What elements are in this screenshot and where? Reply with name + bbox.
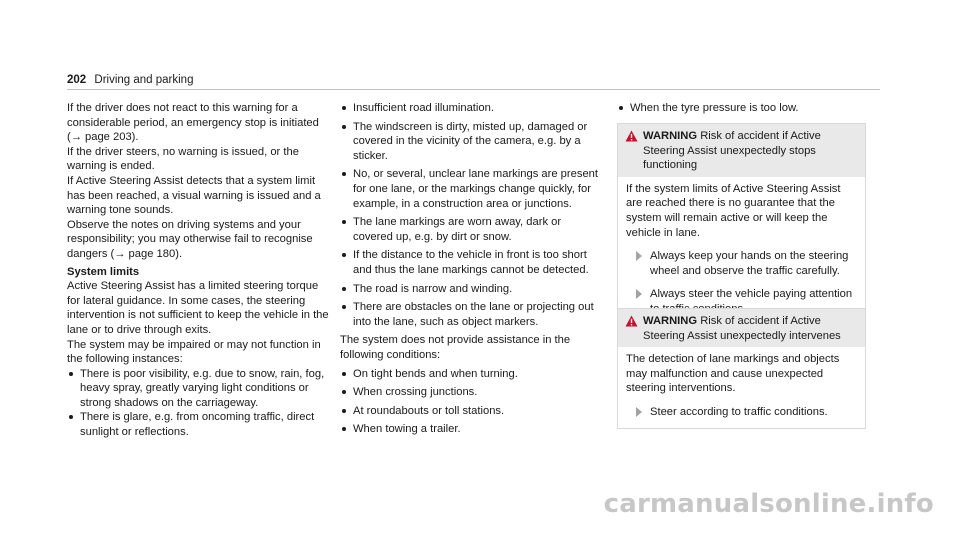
warning-header [618,309,865,347]
warning-body [618,347,865,427]
subheading-system-limits: System limits [67,265,140,278]
list-item: The lane markings are worn away, dark or covered up, e.g. by dirt or snow. [340,215,602,244]
list-item: The road is narrow and winding. [340,282,602,297]
paragraph-no-assistance: The system does not provide assistance in the following conditions: [340,334,571,361]
warning-triangle-icon [625,315,638,327]
paragraph-observe-notes: Observe the notes on driving systems and your responsibility; you may otherwise fail to recognise dangers (→ page 180). [67,218,313,260]
arrow-right-icon [636,251,642,261]
no-assistance-list [340,367,602,437]
warning-box-stops-functioning [617,123,866,326]
warning-label: WARNING [643,130,698,142]
paragraph-driver-steers: If the driver steers, no warning is issued, or the warning is ended. [67,145,299,173]
paragraph-system-limit-warning: If Active Steering Assist detects that a system limit has been reached, a visual warning is issued and a warning tone sounds. [67,174,321,217]
paragraph-limited-torque: Active Steering Assist has a limited steering torque for lateral guidance. In some cases, the steering intervention is not sufficient to keep the vehicle in the lane or to drive through exits. [67,280,329,336]
list-item: On tight bends and when turning. [340,367,602,382]
warning-label: WARNING [643,315,698,327]
list-item: Insufficient road illumination. [340,101,602,116]
step-text: Always keep your hands on the steering wheel and observe the traffic carefully. [650,250,849,277]
warning-triangle-icon [625,130,638,142]
paragraph-impaired-instances: The system may be impaired or may not function in the following instances: [67,338,321,366]
limits-list [67,367,329,440]
list-item: The windscreen is dirty, misted up, damaged or covered in the vicinity of the camera, e.g. by a sticker. [340,120,602,164]
list-item: There is poor visibility, e.g. due to snow, rain, fog, heavy spray, greatly varying light conditions or strong shadows on the carriageway. [67,367,329,411]
warning-text: If the system limits of Active Steering Assist are reached there is no guarantee that the system will remain active or will keep the vehicle in lane. [626,182,841,239]
section-title: Driving and parking [94,74,194,86]
header-divider [67,89,880,90]
list-item: There are obstacles on the lane or projecting out into the lane, such as object markers. [340,300,602,329]
list-item: If the distance to the vehicle in front is too short and thus the lane markings cannot be detected. [340,248,602,277]
arrow-right-icon [636,289,642,299]
warning-box-unexpected-intervention [617,308,866,429]
paragraph-emergency-stop: If the driver does not react to this warning for a considerable period, an emergency stop is initiated (→ page 203). [67,102,319,144]
list-item: When towing a trailer. [340,422,602,437]
list-item: At roundabouts or toll stations. [340,404,602,419]
instruction-step [626,249,857,278]
instruction-step [626,405,857,420]
warning-title: Risk of accident if Active Steering Assist unexpectedly intervenes [643,315,841,342]
column-1 [67,101,329,440]
limits-list-end [617,101,867,116]
step-text: Always steer the vehicle paying attention [650,288,853,301]
step-text: Steer according to traffic conditions. [650,405,828,418]
warning-body [618,177,865,325]
limits-list-continued [340,101,602,329]
list-item: When the tyre pressure is too low. [617,101,867,116]
list-item: There is glare, e.g. from oncoming traffic, direct sunlight or reflections. [67,410,329,439]
list-item: When crossing junctions. [340,385,602,400]
warning-title: Risk of accident if Active Steering Assist unexpectedly stops functioning [643,130,821,172]
warning-text: The detection of lane markings and objects may malfunction and cause unexpected steering interventions. [626,353,840,395]
column-2 [340,101,602,437]
list-item: No, or several, unclear lane markings are present for one lane, or the markings change quickly, for example, in a construction area or junctions. [340,167,602,211]
column-3 [617,101,867,116]
warning-header [618,124,865,177]
page-number: 202 [67,74,87,86]
page-header [67,73,193,88]
watermark: carmanualsonline.info [603,489,934,519]
arrow-right-icon [636,407,642,417]
